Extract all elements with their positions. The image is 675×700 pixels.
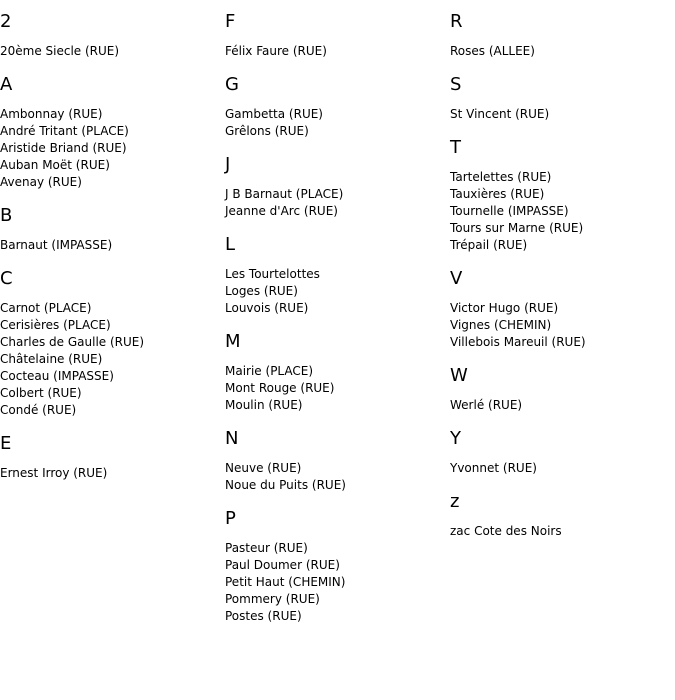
- street-link[interactable]: Noue du Puits (RUE): [225, 478, 346, 492]
- street-link[interactable]: Tartelettes (RUE): [450, 170, 552, 184]
- street-link[interactable]: Pasteur (RUE): [225, 541, 308, 555]
- street-list: [0, 300, 220, 419]
- letter-group: [450, 364, 670, 414]
- street-list: [0, 106, 220, 191]
- street-link[interactable]: André Tritant (PLACE): [0, 124, 129, 138]
- letter-heading: Y: [450, 428, 461, 449]
- street-list: [450, 300, 670, 351]
- street-link[interactable]: Moulin (RUE): [225, 398, 303, 412]
- letter-group: [0, 73, 220, 191]
- street-link[interactable]: Postes (RUE): [225, 609, 302, 623]
- street-link[interactable]: Cocteau (IMPASSE): [0, 369, 114, 383]
- street-link[interactable]: Werlé (RUE): [450, 398, 523, 412]
- letter-heading: G: [225, 74, 239, 95]
- letter-heading: C: [0, 268, 13, 289]
- street-link[interactable]: Mairie (PLACE): [225, 364, 314, 378]
- street-link[interactable]: Villebois Mareuil (RUE): [450, 335, 586, 349]
- street-link[interactable]: Vignes (CHEMIN): [450, 318, 552, 332]
- letter-group: [450, 136, 670, 254]
- letter-group: [225, 73, 445, 140]
- street-list: [225, 540, 445, 625]
- letter-heading: F: [225, 11, 236, 32]
- street-link[interactable]: Aristide Briand (RUE): [0, 141, 127, 155]
- letter-group: [225, 507, 445, 625]
- letter-group: [450, 267, 670, 351]
- letter-group: [0, 10, 220, 60]
- letter-heading: A: [0, 74, 13, 95]
- letter-group: [450, 427, 670, 477]
- letter-heading: B: [0, 205, 13, 226]
- street-link[interactable]: Condé (RUE): [0, 403, 77, 417]
- street-link[interactable]: Loges (RUE): [225, 284, 298, 298]
- street-list: [450, 460, 670, 477]
- street-list: [225, 460, 445, 494]
- letter-heading: N: [225, 428, 239, 449]
- street-list: [450, 43, 670, 60]
- street-link[interactable]: Ambonnay (RUE): [0, 107, 103, 121]
- letter-group: [450, 490, 670, 540]
- letter-heading: J: [225, 154, 231, 175]
- street-link[interactable]: Tournelle (IMPASSE): [450, 204, 569, 218]
- letter-heading: M: [225, 331, 241, 352]
- letter-heading: 2: [0, 11, 12, 32]
- letter-heading: P: [225, 508, 236, 529]
- letter-group: [225, 330, 445, 414]
- street-link[interactable]: Barnaut (IMPASSE): [0, 238, 113, 252]
- letter-group: [225, 10, 445, 60]
- street-link[interactable]: Châtelaine (RUE): [0, 352, 103, 366]
- street-link[interactable]: Gambetta (RUE): [225, 107, 323, 121]
- letter-group: [225, 233, 445, 317]
- index-column: [225, 10, 445, 638]
- street-list: [0, 237, 220, 254]
- letter-group: [0, 267, 220, 419]
- index-column: [450, 10, 670, 553]
- street-link[interactable]: Jeanne d'Arc (RUE): [225, 204, 338, 218]
- letter-group: [450, 73, 670, 123]
- letter-group: [0, 432, 220, 482]
- street-list: [0, 43, 220, 60]
- letter-heading: L: [225, 234, 236, 255]
- letter-group: [225, 153, 445, 220]
- street-link[interactable]: Tauxières (RUE): [450, 187, 545, 201]
- index-column: [0, 10, 220, 495]
- street-link[interactable]: Louvois (RUE): [225, 301, 309, 315]
- street-link[interactable]: Tours sur Marne (RUE): [450, 221, 584, 235]
- street-link[interactable]: Les Tourtelottes: [225, 267, 320, 281]
- street-link[interactable]: Auban Moët (RUE): [0, 158, 110, 172]
- street-list: [450, 106, 670, 123]
- street-link[interactable]: Cerisières (PLACE): [0, 318, 111, 332]
- street-link[interactable]: Yvonnet (RUE): [450, 461, 537, 475]
- street-list: [450, 397, 670, 414]
- street-link[interactable]: Mont Rouge (RUE): [225, 381, 335, 395]
- street-list: [225, 266, 445, 317]
- street-list: [450, 523, 670, 540]
- letter-heading: z: [450, 491, 460, 512]
- letter-group: [0, 204, 220, 254]
- street-list: [225, 106, 445, 140]
- street-list: [0, 465, 220, 482]
- street-link[interactable]: Roses (ALLEE): [450, 44, 535, 58]
- street-link[interactable]: Colbert (RUE): [0, 386, 82, 400]
- street-link[interactable]: zac Cote des Noirs: [450, 524, 562, 538]
- street-link[interactable]: Avenay (RUE): [0, 175, 82, 189]
- letter-heading: E: [0, 433, 12, 454]
- street-link[interactable]: Trépail (RUE): [450, 238, 528, 252]
- street-link[interactable]: Pommery (RUE): [225, 592, 320, 606]
- street-link[interactable]: Neuve (RUE): [225, 461, 302, 475]
- letter-heading: T: [450, 137, 461, 158]
- street-link[interactable]: Carnot (PLACE): [0, 301, 92, 315]
- street-link[interactable]: Paul Doumer (RUE): [225, 558, 340, 572]
- letter-heading: R: [450, 11, 463, 32]
- letter-group: [225, 427, 445, 494]
- street-list: [225, 43, 445, 60]
- street-link[interactable]: Petit Haut (CHEMIN): [225, 575, 346, 589]
- street-link[interactable]: J B Barnaut (PLACE): [225, 187, 344, 201]
- letter-group: [450, 10, 670, 60]
- street-link[interactable]: Charles de Gaulle (RUE): [0, 335, 145, 349]
- street-link[interactable]: Félix Faure (RUE): [225, 44, 327, 58]
- street-link[interactable]: 20ème Siecle (RUE): [0, 44, 120, 58]
- street-list: [225, 186, 445, 220]
- street-link[interactable]: St Vincent (RUE): [450, 107, 550, 121]
- street-link[interactable]: Victor Hugo (RUE): [450, 301, 559, 315]
- street-link[interactable]: Ernest Irroy (RUE): [0, 466, 108, 480]
- letter-heading: V: [450, 268, 463, 289]
- letter-heading: S: [450, 74, 462, 95]
- street-list: [450, 169, 670, 254]
- letter-heading: W: [450, 365, 468, 386]
- street-link[interactable]: Grêlons (RUE): [225, 124, 309, 138]
- street-list: [225, 363, 445, 414]
